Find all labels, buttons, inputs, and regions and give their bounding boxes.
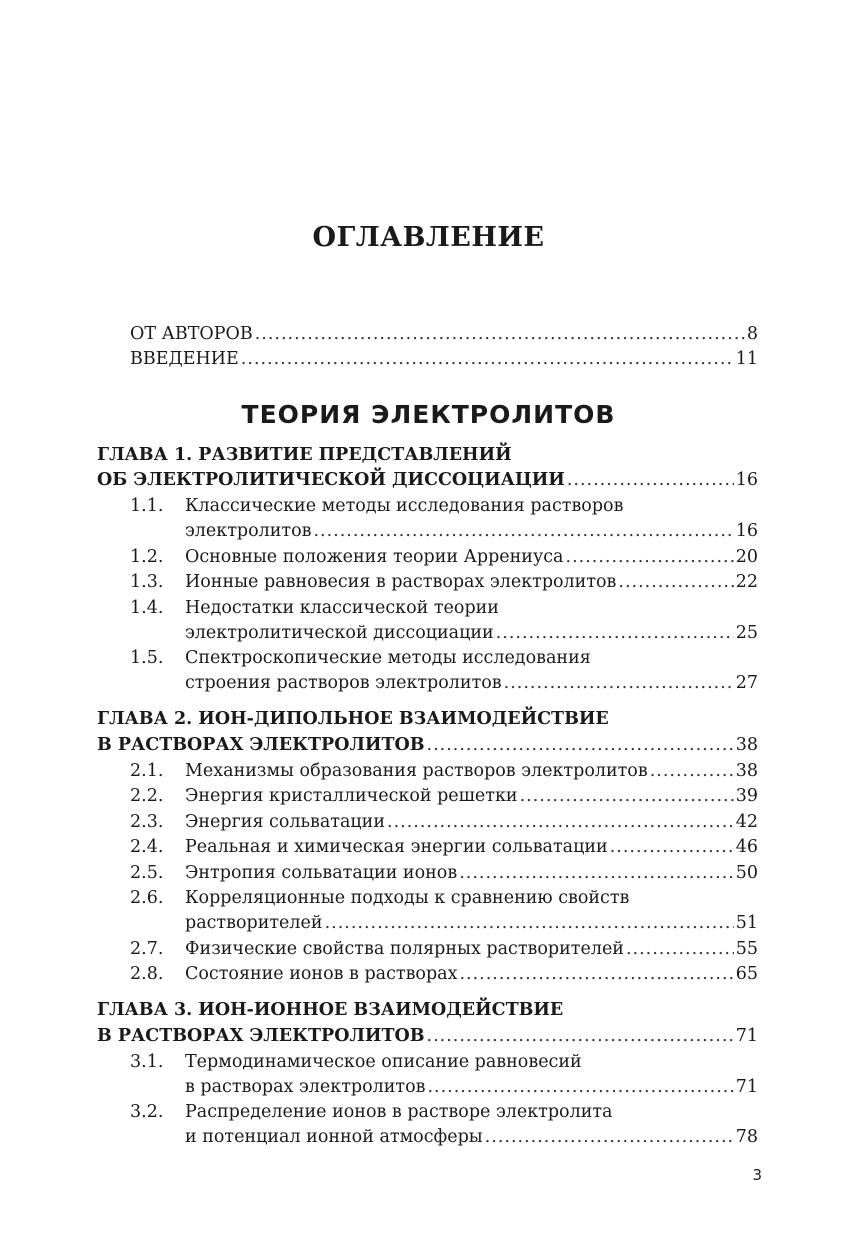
page-number: 3 [752, 1166, 762, 1184]
section-2-5[interactable] [97, 861, 758, 886]
section-number: 3.2. [130, 1102, 164, 1122]
section-3-1[interactable] [97, 1050, 758, 1075]
section-title: Энергия сольватации [185, 812, 386, 832]
section-2-3[interactable] [97, 810, 758, 835]
toc-entry-authors[interactable] [130, 322, 758, 347]
section-number: 1.5. [130, 648, 164, 668]
section-title: Энергия кристаллической решетки [185, 786, 518, 806]
part-title: ТЕОРИЯ ЭЛЕКТРОЛИТОВ [241, 400, 616, 429]
section-title: Классические методы исследования растворов [185, 496, 624, 516]
section-page: 25 [735, 623, 758, 643]
chapter-1-heading[interactable] [97, 443, 758, 468]
leader-dots [427, 733, 734, 758]
section-title: Основные положения теории Аррениуса [185, 547, 564, 567]
section-title: Термодинамическое описание равновесий [185, 1052, 582, 1072]
section-page: 38 [735, 761, 758, 781]
chapter-page: 16 [735, 470, 758, 490]
chapter-3-heading[interactable] [97, 998, 758, 1023]
section-number: 2.1. [130, 761, 164, 781]
section-title: Состояние ионов в растворах [185, 964, 458, 984]
leader-dots [496, 621, 734, 646]
section-1-1[interactable] [97, 494, 758, 519]
section-number: 2.8. [130, 964, 164, 984]
section-2-4[interactable] [97, 835, 758, 860]
section-title: Корреляционные подходы к сравнению свойств [185, 888, 630, 908]
chapter-title-line1: ГЛАВА 1. РАЗВИТИЕ ПРЕДСТАВЛЕНИЙ [97, 445, 512, 465]
section-page: 55 [735, 939, 758, 959]
section-2-7[interactable] [97, 937, 758, 962]
section-number: 2.5. [130, 863, 164, 883]
section-1-1-cont[interactable] [97, 519, 758, 544]
leader-dots [241, 347, 734, 372]
leader-dots [255, 322, 745, 347]
section-title: Физические свойства полярных растворителей [185, 939, 624, 959]
page-title: ОГЛАВЛЕНИЕ [312, 222, 545, 253]
chapter-title-line1: ГЛАВА 2. ИОН-ДИПОЛЬНОЕ ВЗАИМОДЕЙСТВИЕ [97, 709, 609, 729]
section-page: 71 [735, 1077, 758, 1097]
section-2-2[interactable] [97, 784, 758, 809]
section-title-cont: электролитов [185, 521, 312, 541]
section-number: 1.1. [130, 496, 164, 516]
section-page: 16 [735, 521, 758, 541]
section-number: 2.3. [130, 812, 164, 832]
section-1-4[interactable] [97, 596, 758, 621]
leader-dots [325, 911, 734, 936]
section-number: 3.1. [130, 1052, 164, 1072]
section-page: 20 [735, 547, 758, 567]
section-title-cont: электролитической диссоциации [185, 623, 494, 643]
section-1-5-cont[interactable] [97, 671, 758, 696]
chapter-title-line2: В РАСТВОРАХ ЭЛЕКТРОЛИТОВ [97, 1026, 425, 1046]
section-number: 1.2. [130, 547, 164, 567]
section-title: Механизмы образования растворов электролитов [185, 761, 648, 781]
section-title: Недостатки классической теории [185, 598, 499, 618]
section-number: 2.4. [130, 837, 164, 857]
chapter-page: 71 [735, 1026, 758, 1046]
section-3-2-cont[interactable] [97, 1125, 758, 1150]
chapter-3-heading-cont[interactable] [97, 1024, 758, 1049]
section-number: 2.7. [130, 939, 164, 959]
leader-dots [427, 1024, 734, 1049]
section-title-cont: в растворах электролитов [185, 1077, 426, 1097]
leader-dots [313, 519, 733, 544]
section-page: 65 [735, 964, 758, 984]
section-title-cont: и потенциал ионной атмосферы [185, 1127, 483, 1147]
leader-dots [520, 784, 734, 809]
section-page: 27 [735, 673, 758, 693]
leader-dots [610, 835, 734, 860]
entry-title: ВВЕДЕНИЕ [130, 349, 239, 369]
leader-dots [427, 1075, 733, 1100]
leader-dots [567, 468, 734, 493]
section-title: Спектроскопические методы исследования [185, 648, 591, 668]
leader-dots [504, 671, 734, 696]
section-page: 42 [735, 812, 758, 832]
chapter-page: 38 [735, 735, 758, 755]
toc-entry-introduction[interactable] [130, 347, 758, 372]
section-number: 2.6. [130, 888, 164, 908]
section-page: 78 [735, 1127, 758, 1147]
section-1-4-cont[interactable] [97, 621, 758, 646]
leader-dots [618, 570, 733, 595]
section-title: Реальная и химическая энергии сольватации [185, 837, 608, 857]
section-page: 39 [735, 786, 758, 806]
section-3-2[interactable] [97, 1100, 758, 1125]
section-title-cont: растворителей [185, 913, 323, 933]
entry-page: 8 [746, 324, 758, 344]
section-1-5[interactable] [97, 646, 758, 671]
section-2-1[interactable] [97, 759, 758, 784]
leader-dots [387, 810, 734, 835]
section-page: 51 [735, 913, 758, 933]
section-3-1-cont[interactable] [97, 1075, 758, 1100]
chapter-title-line2: ОБ ЭЛЕКТРОЛИТИЧЕСКОЙ ДИССОЦИАЦИИ [97, 470, 565, 490]
section-number: 1.3. [130, 572, 164, 592]
section-number: 1.4. [130, 598, 164, 618]
section-1-3[interactable] [97, 570, 758, 595]
leader-dots [485, 1125, 734, 1150]
leader-dots [459, 962, 733, 987]
chapter-2-heading[interactable] [97, 707, 758, 732]
section-title: Ионные равновесия в растворах электролитов [185, 572, 617, 592]
section-number: 2.2. [130, 786, 164, 806]
section-2-6-cont[interactable] [97, 911, 758, 936]
section-title: Энтропия сольватации ионов [185, 863, 458, 883]
chapter-2-heading-cont[interactable] [97, 733, 758, 758]
section-title-cont: строения растворов электролитов [185, 673, 502, 693]
section-2-6[interactable] [97, 886, 758, 911]
chapter-1-heading-cont[interactable] [97, 468, 758, 493]
section-page: 22 [735, 572, 758, 592]
section-page: 50 [735, 863, 758, 883]
leader-dots [566, 545, 734, 570]
leader-dots [459, 861, 734, 886]
section-2-8[interactable] [97, 962, 758, 987]
section-1-2[interactable] [97, 545, 758, 570]
section-title: Распределение ионов в растворе электролита [185, 1102, 613, 1122]
leader-dots [650, 759, 734, 784]
chapter-title-line2: В РАСТВОРАХ ЭЛЕКТРОЛИТОВ [97, 735, 425, 755]
entry-page: 11 [735, 349, 758, 369]
chapter-title-line1: ГЛАВА 3. ИОН-ИОННОЕ ВЗАИМОДЕЙСТВИЕ [97, 1000, 564, 1020]
section-page: 46 [735, 837, 758, 857]
entry-title: ОТ АВТОРОВ [130, 324, 253, 344]
leader-dots [626, 937, 734, 962]
